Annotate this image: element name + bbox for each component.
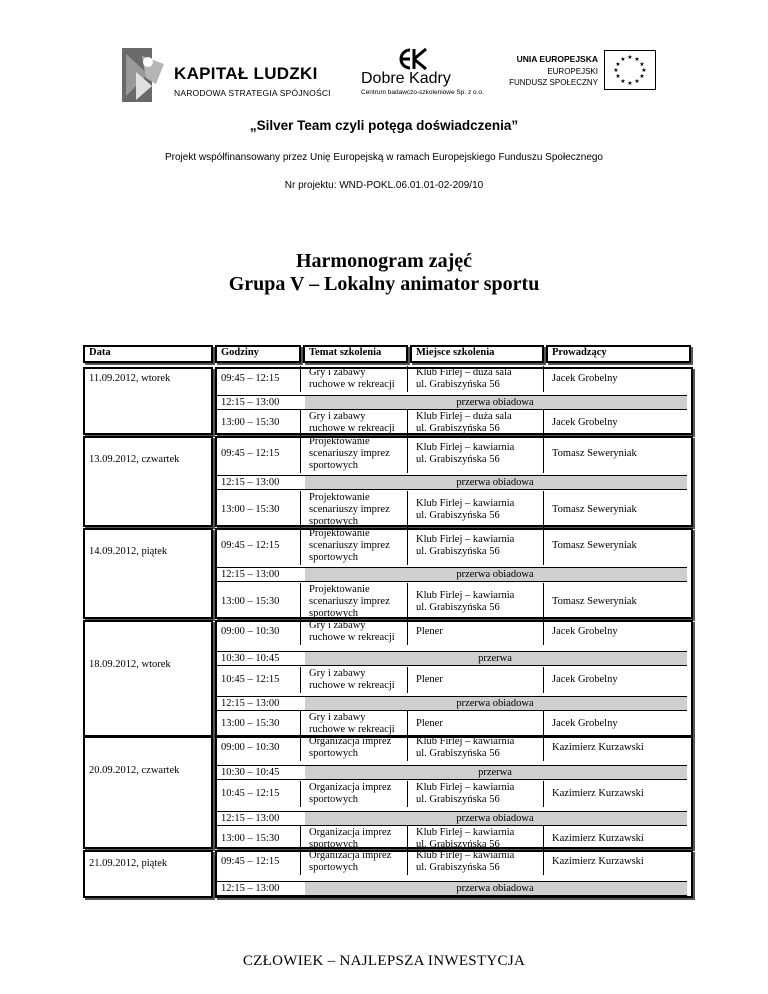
lead-label: Jacek Grobelny [552,417,618,428]
svg-text:★: ★ [620,78,626,85]
dobre-kadry-emblem-icon [388,48,438,70]
row-divider [217,409,687,410]
eu-logo [500,48,660,100]
place-line: Klub Firlej – kawiarnia [416,736,515,747]
break-label: przerwa obiadowa [456,397,534,408]
topic-line: Organizacja imprez [309,827,392,838]
date-label: 11.09.2012, wtorek [89,373,171,384]
column-divider [543,711,544,737]
column-divider [543,435,544,473]
kapital-ludzki-emblem-icon [112,44,168,106]
project-title: „Silver Team czyli potęga doświadczenia” [249,118,519,133]
time-label: 13:00 – 15:30 [221,833,280,844]
column-divider [543,781,544,807]
row-divider [217,651,687,652]
column-divider [407,583,408,621]
eu-line-3: FUNDUSZ SPOŁECZNY [509,78,598,87]
place-line: ul. Grabiszyńska 56 [416,748,500,759]
topic-line: Gry i zabawy [309,367,366,378]
column-divider [407,849,408,875]
topic-line: ruchowe w rekreacji [309,724,395,735]
lead-label: Tomasz Seweryniak [552,540,637,551]
place-line: Klub Firlej – kawiarnia [416,498,515,509]
place-line: ul. Grabiszyńska 56 [416,839,500,850]
eu-flag-icon [604,50,656,90]
eu-line-2: EUROPEJSKI [547,67,598,76]
column-header: Godziny [221,347,259,358]
column-divider [300,435,301,473]
time-label: 09:00 – 10:30 [221,742,280,753]
row-divider [217,696,687,697]
place-line: ul. Grabiszyńska 56 [416,794,500,805]
time-label: 09:00 – 10:30 [221,626,280,637]
column-divider [407,527,408,565]
dobre-kadry-subtitle: Centrum badawczo-szkoleniowe Sp. z o.o. [361,89,484,96]
place-line: Plener [416,674,443,685]
topic-line: ruchowe w rekreacji [309,379,395,390]
project-number: Nr projektu: WND-POKL.06.01.01-02-209/10 [284,180,484,191]
column-divider [300,667,301,693]
kapital-ludzki-title: KAPITAŁ LUDZKI [174,64,318,83]
topic-line: Organizacja imprez [309,850,392,861]
project-description: Projekt współfinansowany przez Unię Europejską w ramach Europejskiego Funduszu Społecznego [164,152,603,163]
row-divider [217,710,687,711]
break-label: przerwa [478,653,512,664]
document-subtitle: Grupa V – Lokalny animator sportu [228,273,540,295]
lead-label: Jacek Grobelny [552,718,618,729]
place-line: Klub Firlej – kawiarnia [416,534,515,545]
lead-label: Kazimierz Kurzawski [552,788,644,799]
time-label: 12:15 – 13:00 [221,698,280,709]
column-divider [300,711,301,737]
place-line: ul. Grabiszyńska 56 [416,602,500,613]
column-divider [407,735,408,761]
place-line: Klub Firlej – duża sala [416,367,512,378]
column-divider [407,781,408,807]
svg-text:★: ★ [615,61,621,68]
column-divider [300,735,301,761]
time-label: 09:45 – 12:15 [221,856,280,867]
column-divider [407,410,408,436]
lead-label: Jacek Grobelny [552,373,618,384]
document-title: Harmonogram zajęć [295,250,473,272]
eu-line-1: UNIA EUROPEJSKA [516,54,598,64]
topic-line: sportowych [309,516,358,527]
topic-line: Gry i zabawy [309,620,366,631]
time-label: 10:45 – 12:15 [221,674,280,685]
column-divider [407,667,408,693]
place-line: ul. Grabiszyńska 56 [416,379,500,390]
date-label: 21.09.2012, piątek [89,858,168,869]
topic-line: sportowych [309,862,358,873]
dobre-kadry-logo [355,48,484,100]
time-label: 10:30 – 10:45 [221,767,280,778]
svg-text:★: ★ [627,54,633,61]
column-divider [543,410,544,436]
row-divider [217,475,687,476]
column-divider [543,849,544,875]
column-divider [300,410,301,436]
row-divider [217,567,687,568]
place-line: Klub Firlej – kawiarnia [416,442,515,453]
topic-line: ruchowe w rekreacji [309,632,395,643]
date-cell [83,620,213,737]
svg-text:★: ★ [613,67,619,74]
time-label: 13:00 – 15:30 [221,504,280,515]
break-label: przerwa obiadowa [456,698,534,709]
lead-label: Jacek Grobelny [552,626,618,637]
column-divider [407,619,408,645]
time-label: 09:45 – 12:15 [221,540,280,551]
place-line: Klub Firlej – kawiarnia [416,850,515,861]
topic-line: sportowych [309,794,358,805]
topic-line: sportowych [309,460,358,471]
time-label: 12:15 – 13:00 [221,477,280,488]
row-divider [217,811,687,812]
lead-label: Kazimierz Kurzawski [552,856,644,867]
place-line: Klub Firlej – duża sala [416,411,512,422]
time-label: 12:15 – 13:00 [221,569,280,580]
topic-line: Gry i zabawy [309,712,366,723]
lead-label: Kazimierz Kurzawski [552,742,644,753]
lead-label: Tomasz Seweryniak [552,448,637,459]
lead-label: Kazimierz Kurzawski [552,833,644,844]
date-cell [83,436,213,527]
topic-line: Gry i zabawy [309,411,366,422]
row-divider [217,581,687,582]
row-divider [217,825,687,826]
date-label: 20.09.2012, czwartek [89,765,180,776]
row-divider [217,881,687,882]
time-label: 13:00 – 15:30 [221,596,280,607]
topic-line: sportowych [309,748,358,759]
svg-text:★: ★ [634,78,640,85]
topic-line: sportowych [309,608,358,619]
column-divider [543,366,544,392]
topic-line: scenariuszy imprez [309,540,390,551]
column-divider [300,781,301,807]
column-divider [407,491,408,529]
place-line: Klub Firlej – kawiarnia [416,590,515,601]
row-divider [217,765,687,766]
lead-label: Tomasz Seweryniak [552,596,637,607]
topic-line: ruchowe w rekreacji [309,680,395,691]
date-label: 13.09.2012, czwartek [89,454,180,465]
column-header: Temat szkolenia [309,347,382,358]
column-divider [300,619,301,645]
schedule-table [83,345,693,900]
svg-text:★: ★ [627,80,633,87]
time-label: 12:15 – 13:00 [221,883,280,894]
column-divider [543,619,544,645]
break-label: przerwa obiadowa [456,477,534,488]
footer-slogan: CZŁOWIEK – NAJLEPSZA INWESTYCJA [242,953,526,969]
date-label: 18.09.2012, wtorek [89,659,171,670]
place-line: Plener [416,718,443,729]
place-line: ul. Grabiszyńska 56 [416,862,500,873]
svg-text:★: ★ [641,67,647,74]
column-header: Miejsce szkolenia [416,347,495,358]
column-divider [543,491,544,529]
column-divider [407,366,408,392]
column-header: Data [89,347,111,358]
break-label: przerwa obiadowa [456,883,534,894]
place-line: ul. Grabiszyńska 56 [416,546,500,557]
day-block [215,620,693,737]
break-label: przerwa obiadowa [456,813,534,824]
topic-line: Projektowanie [309,528,370,539]
lead-label: Tomasz Seweryniak [552,504,637,515]
column-divider [543,667,544,693]
place-line: Klub Firlej – kawiarnia [416,827,515,838]
row-divider [217,489,687,490]
column-divider [407,711,408,737]
row-divider [217,895,687,896]
time-label: 10:30 – 10:45 [221,653,280,664]
lead-label: Jacek Grobelny [552,674,618,685]
dobre-kadry-name: Dobre Kadry [361,70,451,87]
svg-text:★: ★ [620,56,626,63]
topic-line: Organizacja imprez [309,736,392,747]
svg-text:★: ★ [615,73,621,80]
date-cell [83,528,213,619]
topic-line: Projektowanie [309,584,370,595]
svg-text:★: ★ [639,61,645,68]
topic-line: scenariuszy imprez [309,596,390,607]
column-divider [543,527,544,565]
place-line: ul. Grabiszyńska 56 [416,423,500,434]
time-label: 13:00 – 15:30 [221,718,280,729]
topic-line: sportowych [309,839,358,850]
column-divider [300,366,301,392]
column-divider [300,491,301,529]
topic-line: Organizacja imprez [309,782,392,793]
time-label: 10:45 – 12:15 [221,788,280,799]
column-divider [300,849,301,875]
column-divider [407,435,408,473]
place-line: ul. Grabiszyńska 56 [416,454,500,465]
kapital-ludzki-logo [112,44,331,106]
time-label: 13:00 – 15:30 [221,417,280,428]
row-divider [217,395,687,396]
time-label: 12:15 – 13:00 [221,397,280,408]
place-line: Klub Firlej – kawiarnia [416,782,515,793]
topic-line: scenariuszy imprez [309,504,390,515]
topic-line: Projektowanie [309,492,370,503]
row-divider [217,779,687,780]
topic-line: ruchowe w rekreacji [309,423,395,434]
column-divider [543,583,544,621]
topic-line: sportowych [309,552,358,563]
topic-line: Projektowanie [309,436,370,447]
svg-text:★: ★ [639,73,645,80]
time-label: 12:15 – 13:00 [221,813,280,824]
time-label: 09:45 – 12:15 [221,448,280,459]
topic-line: Gry i zabawy [309,668,366,679]
break-label: przerwa obiadowa [456,569,534,580]
time-label: 09:45 – 12:15 [221,373,280,384]
column-header: Prowadzący [552,347,607,358]
topic-line: scenariuszy imprez [309,448,390,459]
svg-text:★: ★ [634,56,640,63]
column-divider [300,583,301,621]
place-line: ul. Grabiszyńska 56 [416,510,500,521]
kapital-ludzki-subtitle: NARODOWA STRATEGIA SPÓJNOŚCI [174,88,331,98]
row-divider [217,665,687,666]
date-cell [83,736,213,849]
break-label: przerwa [478,767,512,778]
column-divider [543,735,544,761]
column-divider [300,527,301,565]
date-label: 14.09.2012, piątek [89,546,168,557]
place-line: Plener [416,626,443,637]
